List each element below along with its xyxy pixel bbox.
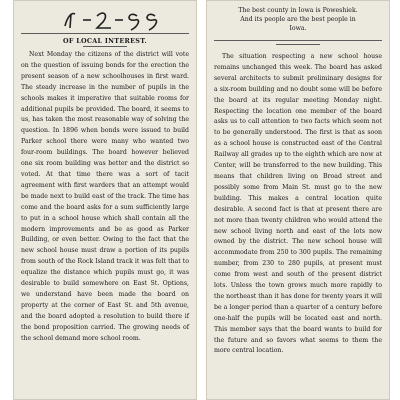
article-body-left	[21, 50, 189, 344]
article-paragraph: The situation respecting a new school house remains unchanged this week. The board has asked several architects to submit preliminary designs for a six-room building and no doubt some will be before the board at its regular meeting Monday night. Respecting the location one member of the board asks us to call attention to two facts which seem not to be generally understood. The first is that as soon as a school house is constructed east of the Central Railway all grades up to the eighth which are now at Center, will be transferred to the new building. This means that children living on Broad street and possibly some from Main St. must go to the new building. This makes a central location quite desirable. A second fact is that at present there are not more than twenty children who would attend the new school living north and east of the lots now owned by the district. The new school house will accommodate from 250 to 300 pupils. The remaining number, from 230 to 280 pupils, at present must come from west and south of the present district lots. Unless the town grows much more rapidly to the northeast than it has done for twenty years it will be a longer period than a quarter of a century before one-half the pupils will be located east and north. This member says that the board wants to build for the future and so favors what seems to them the more central location.	[214, 53, 382, 355]
newspaper-clipping-right	[206, 0, 390, 400]
divider-rule	[214, 40, 382, 41]
divider-rule-short	[276, 44, 320, 45]
article-paragraph: Next Monday the citizens of the district will vote on the question of issuing bonds for the erection the present season of a new schoolhouses in first ward. The steady increase in the number of pupils in the schools makes it imperative that suitable rooms for additional pupils be provided. The board, it seems to us, has taken the most reasonable way of solving the question. In 1896 when bonds were issued to build Parker school there were many who wanted two four-room buildings. The board however believed one six room building was better and the district so voted. At that time there was a sort of tacit agreement with first warders that an attempt would be made next to build east of the track. The time has come and the board asks for a sum sufficiently large to put in a school house which shall contain all the modern improvements and be as good as Parker Building, or even better. Owing to the fact that the new school house must draw a portion of its pupils from south of the Rock Island track it was felt that to equalize the distance which pupils must go, it was desirable to build somewhere on East St. Options, we understand have been made the board on property at the corner of East St. and 5th avenue, and the board adopted a resolution to build there if the bond proposition carried. The growing needs of the school demand more school room.	[21, 51, 189, 342]
headline: OF LOCAL INTEREST.	[63, 37, 147, 45]
divider-rule-short	[83, 46, 127, 47]
header-note-line: And its people are the best people in	[240, 16, 356, 23]
newspaper-clipping-left	[13, 0, 197, 400]
header-note	[206, 6, 390, 33]
header-note-line: Iowa.	[289, 25, 307, 32]
header-note-line: The best county in Iowa is Poweshiek.	[238, 7, 358, 14]
divider-rule	[21, 33, 189, 34]
handwritten-date	[57, 4, 177, 34]
article-body-right	[214, 52, 382, 357]
